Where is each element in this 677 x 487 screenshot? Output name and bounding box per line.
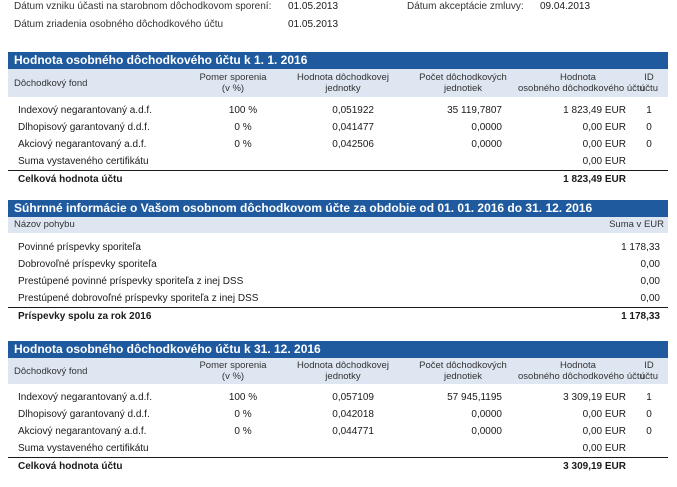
table-header bbox=[8, 217, 668, 233]
date-acceptance-label: Dátum akceptácie zmluvy: bbox=[407, 1, 524, 12]
table-row: Prestúpené dobrovoľné príspevky sporiteľa z inej DSS 0,00 bbox=[18, 293, 660, 304]
table-row: Akciový negarantovaný a.d.f. 0 % 0,044771 0,0000 0,00 EUR 0 bbox=[18, 426, 652, 437]
col-ratio: Pomer sporenia (v %) bbox=[199, 72, 267, 94]
table-row: Dobrovoľné príspevky sporiteľa 0,00 bbox=[18, 259, 660, 270]
total-row: Celková hodnota účtu 1 823,49 EUR bbox=[8, 170, 668, 187]
col-value: Hodnota osobného dôchodkového účtu bbox=[518, 72, 645, 94]
col-id: ID účtu bbox=[640, 360, 658, 382]
table-row: Prestúpené povinné príspevky sporiteľa z inej DSS 0,00 bbox=[18, 276, 660, 287]
account-value-start-section bbox=[8, 52, 668, 187]
table-row: Suma vystaveného certifikátu 0,00 EUR bbox=[18, 156, 626, 167]
col-unit-value: Hodnota dôchodkovej jednotky bbox=[297, 72, 389, 94]
date-created-label: Dátum vzniku účasti na starobnom dôchodkovom sporení: bbox=[14, 1, 272, 12]
col-value: Hodnota osobného dôchodkového účtu bbox=[518, 360, 645, 382]
col-id: ID účtu bbox=[640, 72, 658, 94]
table-header bbox=[8, 358, 668, 384]
account-value-end-section bbox=[8, 341, 668, 474]
total-row: Príspevky spolu za rok 2016 1 178,33 bbox=[8, 307, 668, 324]
table-row: Indexový negarantovaný a.d.f. 100 % 0,051922 35 119,7807 1 823,49 EUR 1 bbox=[18, 105, 652, 116]
col-fund: Dôchodkový fond bbox=[14, 366, 88, 377]
section-title: Hodnota osobného dôchodkového účtu k 31. 12. 2016 bbox=[8, 341, 668, 358]
date-acceptance-value: 09.04.2013 bbox=[540, 1, 591, 12]
col-sum: Suma v EUR bbox=[609, 219, 664, 230]
table-header bbox=[8, 69, 668, 97]
section-title: Súhrnné informácie o Vašom osobnom dôchodkovom účte za obdobie od 01. 01. 2016 do 31. 12. 2016 bbox=[8, 200, 668, 217]
col-unit-value: Hodnota dôchodkovej jednotky bbox=[297, 360, 389, 382]
col-units: Počet dôchodkových jednotiek bbox=[419, 72, 507, 94]
total-row: Celková hodnota účtu 3 309,19 EUR bbox=[8, 457, 668, 474]
col-ratio: Pomer sporenia (v %) bbox=[199, 360, 267, 382]
table-row: Akciový negarantovaný a.d.f. 0 % 0,042506 0,0000 0,00 EUR 0 bbox=[18, 139, 652, 150]
date-account-value: 01.05.2013 bbox=[288, 19, 339, 30]
table-row: Suma vystaveného certifikátu 0,00 EUR bbox=[18, 443, 626, 454]
section-title: Hodnota osobného dôchodkového účtu k 1. 1. 2016 bbox=[8, 52, 668, 69]
table-row: Dlhopisový garantovaný d.d.f. 0 % 0,041477 0,0000 0,00 EUR 0 bbox=[18, 122, 652, 133]
date-account-label: Dátum zriadenia osobného dôchodkového účtu bbox=[14, 19, 224, 30]
table-row: Indexový negarantovaný a.d.f. 100 % 0,057109 57 945,1195 3 309,19 EUR 1 bbox=[18, 392, 652, 403]
col-units: Počet dôchodkových jednotiek bbox=[419, 360, 507, 382]
col-movement-name: Názov pohybu bbox=[14, 219, 75, 230]
date-created-value: 01.05.2013 bbox=[288, 1, 339, 12]
table-row: Povinné príspevky sporiteľa 1 178,33 bbox=[18, 242, 660, 253]
col-fund: Dôchodkový fond bbox=[14, 78, 88, 89]
table-row: Dlhopisový garantovaný d.d.f. 0 % 0,042018 0,0000 0,00 EUR 0 bbox=[18, 409, 652, 420]
summary-section bbox=[8, 200, 668, 324]
